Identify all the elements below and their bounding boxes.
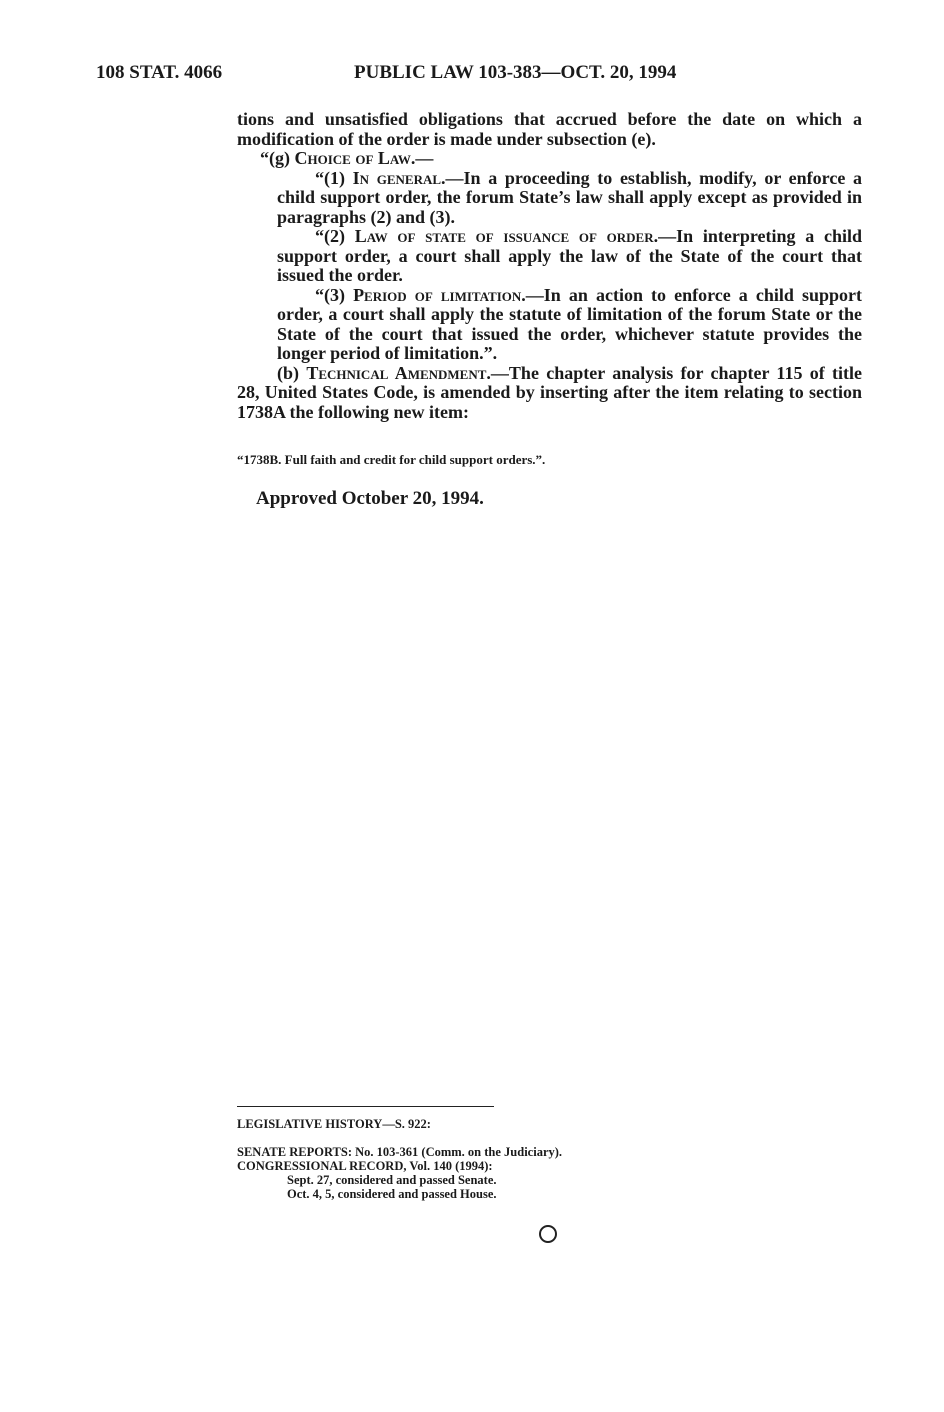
- paragraph-2: [277, 227, 862, 286]
- paragraph-1-prefix: “(1): [315, 167, 353, 188]
- public-law-title: PUBLIC LAW 103-383—OCT. 20, 1994: [354, 62, 677, 83]
- page-header: [96, 62, 856, 88]
- paragraph-2-prefix: “(2): [315, 226, 355, 246]
- history-title: LEGISLATIVE HISTORY—S. 922:: [237, 1117, 431, 1131]
- new-item-line: “1738B. Full faith and credit for child support orders.”.: [237, 452, 546, 467]
- subsection-g-suffix: .—: [410, 148, 434, 168]
- paragraph-2-text: .—In interpreting a child support order, a court shall apply the law of the State of the court that issued the order.: [277, 226, 862, 285]
- paragraph-1-text: .—In a proceeding to establish, modify, or enforce a child support order, the forum State’s law shall apply except as provided in paragraphs (2) and (3).: [277, 167, 862, 227]
- congressional-record: CONGRESSIONAL RECORD, Vol. 140 (1994):: [237, 1159, 493, 1173]
- paragraph-1: [277, 169, 862, 228]
- history-divider: [237, 1106, 494, 1107]
- continuation-paragraph: tions and unsatisfied obligations that accrued before the date on which a modification of the order is made under subsection (e).: [237, 109, 862, 149]
- statute-body: [237, 110, 862, 422]
- subsection-b-text: .—The chapter analysis for chapter 115 of title 28, United States Code, is amended by inserting after the item relating to section 1738A the following new item:: [237, 362, 863, 422]
- subsection-g-title: Choice of Law: [294, 148, 411, 168]
- house-action: Oct. 4, 5, considered and passed House.: [287, 1187, 497, 1201]
- senate-action: Sept. 27, considered and passed Senate.: [287, 1173, 497, 1187]
- paragraph-3: [277, 286, 862, 364]
- subsection-b: [237, 364, 862, 423]
- stat-page-number: 108 STAT. 4066: [96, 62, 223, 83]
- subsection-b-prefix: (b): [277, 362, 307, 383]
- subsection-g-prefix: “(g): [260, 148, 295, 168]
- paragraph-3-prefix: “(3): [315, 284, 354, 305]
- subsection-b-heading: Technical Amendment: [306, 362, 487, 383]
- legislative-history: [237, 1117, 717, 1201]
- paragraph-1-heading: In general: [352, 167, 442, 188]
- subsection-g-heading: [237, 149, 862, 169]
- paragraph-3-heading: Period of limitation: [353, 284, 522, 305]
- senate-reports: SENATE REPORTS: No. 103-361 (Comm. on the Judiciary).: [237, 1145, 563, 1159]
- end-of-document-icon: [539, 1225, 557, 1243]
- approval-date: Approved October 20, 1994.: [256, 488, 484, 509]
- paragraph-2-heading: Law of state of issuance of order: [354, 226, 654, 246]
- paragraph-3-text: .—In an action to enforce a child support order, a court shall apply the statute of limitation of the forum State or the State of the court that issued the order, whichever statute provides the longer period of limitation.”.: [277, 284, 862, 363]
